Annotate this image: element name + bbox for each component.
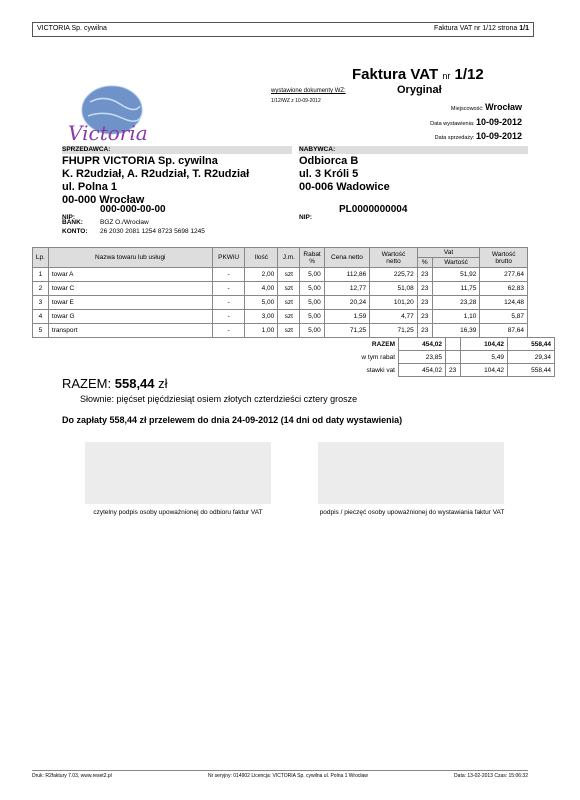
seller-line: K. R2udział, A. R2udział, T. R2udział [62,168,250,180]
sums-table [332,337,555,377]
cell-pkwiu: - [212,268,245,282]
cell-vat: 23 [417,310,432,324]
table-row [33,282,528,296]
cell-brutto: 62,83 [480,282,528,296]
cell-price: 12,77 [324,282,369,296]
seller-line: 00-000 Wrocław [62,194,145,206]
buyer-line: ul. 3 Króli 5 [299,168,359,180]
cell-rabat: 5,00 [300,310,324,324]
total-label: RAZEM: [62,376,112,391]
total-summary [62,376,168,391]
cell-netto: 71,25 [370,324,418,338]
col-rabat-line1: Rabat [303,250,321,258]
cell-qty: 4,00 [245,282,278,296]
signature-label-issuer: podpis / pieczęć osoby upoważnionej do wystawiania faktur VAT [319,509,505,516]
title-text: Faktura VAT [352,66,439,83]
cell-unit: szt [278,268,300,282]
col-rabat-line2: % [309,257,315,265]
cell-name: towar C [48,282,212,296]
cell-qty: 2,00 [245,268,278,282]
wz-label: wystawione dokumenty WZ: [271,88,346,94]
buyer-nip-row [299,204,408,224]
sum-row-stawki [332,364,555,377]
cell-price: 112,86 [324,268,369,282]
footer-datetime: Data: 13-02-2013 Czas: 15:06:32 [454,773,528,779]
total-in-words: Słownie: pięćset pięćdziesiąt osiem złotych czterdzieści cztery grosze [80,394,358,404]
buyer-line: 00-006 Wadowice [299,181,390,193]
col-unit: J.m. [278,248,300,268]
account-value: 26 2030 2081 1254 8723 5698 1245 [100,228,205,235]
cell-pkwiu: - [212,296,245,310]
cell-pkwiu: - [212,324,245,338]
cell-lp: 3 [33,296,49,310]
buyer-nip-value: PL0000000004 [339,204,408,215]
invoice-title [352,66,484,83]
buyer-line: Odbiorca B [299,155,359,167]
rabat-brutto: 29,34 [508,351,555,364]
bank-label: BANK: [62,219,83,226]
seller-line: FHUPR VICTORIA Sp. cywilna [62,155,218,167]
sum-row-razem [332,338,555,351]
title-nr-label: nr [442,71,451,81]
issue-date-value: 10-09-2012 [475,117,522,127]
invoice-number: 1/12 [454,66,484,83]
account-label: KONTO: [62,228,88,235]
rabat-label: w tym rabat [361,353,395,361]
cell-price: 20,24 [324,296,369,310]
cell-netto: 101,20 [370,296,418,310]
total-currency: zł [158,376,168,391]
cell-pkwiu: - [212,310,245,324]
cell-qty: 3,00 [245,310,278,324]
cell-name: towar G [48,310,212,324]
signature-label-receiver: czytelny podpis osoby upoważnionej do odbioru faktur VAT [93,509,263,516]
sale-date-value: 10-09-2012 [475,131,522,141]
seller-nip-value: 000-000-00-00 [100,204,166,215]
cell-vatval: 51,92 [432,268,480,282]
cell-vatval: 23,28 [432,296,480,310]
seller-line: ul. Polna 1 [62,181,118,193]
original-label: Oryginał [397,84,442,96]
sale-date-row [322,131,522,141]
bank-value: BGZ O./Wrocław [100,219,149,226]
cell-vatval: 1,10 [432,310,480,324]
col-brutto-line2: brutto [495,257,512,265]
cell-unit: szt [278,282,300,296]
cell-lp: 2 [33,282,49,296]
rabat-netto: 23,85 [399,351,446,364]
cell-vat: 23 [417,268,432,282]
cell-netto: 4,77 [370,310,418,324]
place-value: Wrocław [485,102,522,112]
sum-row-rabat [332,351,555,364]
stawki-vat-pct: 23 [446,364,461,377]
col-vat-pct: % [417,258,432,268]
cell-unit: szt [278,296,300,310]
col-lp: Lp. [33,248,49,268]
table-row [33,268,528,282]
col-vat: Vat [417,248,480,258]
stawki-brutto: 558,44 [508,364,555,377]
razem-netto: 454,02 [399,338,446,351]
buyer-label: NABYWCA: [299,146,336,153]
col-brutto [480,248,528,268]
cell-rabat: 5,00 [300,296,324,310]
razem-brutto: 558,44 [508,338,555,351]
cell-lp: 4 [33,310,49,324]
cell-brutto: 277,64 [480,268,528,282]
col-rabat [300,248,324,268]
col-name: Nazwa towaru lub usługi [48,248,212,268]
cell-brutto: 124,48 [480,296,528,310]
issue-date-label: Data wystawienia: [430,121,475,127]
page-header-bar [32,22,534,37]
company-logo [60,84,150,144]
cell-unit: szt [278,324,300,338]
cell-lp: 1 [33,268,49,282]
items-table [32,247,528,338]
header-page-prefix: Faktura VAT nr 1/12 strona [434,25,520,32]
cell-netto: 51,08 [370,282,418,296]
header-page-number: 1/1 [519,25,529,32]
issue-date-row [322,117,522,127]
cell-netto: 225,72 [370,268,418,282]
cell-name: towar E [48,296,212,310]
cell-brutto: 5,87 [480,310,528,324]
cell-vat: 23 [417,282,432,296]
col-qty: Ilość [245,248,278,268]
table-row [33,310,528,324]
stawki-netto: 454,02 [399,364,446,377]
cell-price: 1,59 [324,310,369,324]
signature-box-receiver [85,442,271,504]
cell-price: 71,25 [324,324,369,338]
cell-qty: 5,00 [245,296,278,310]
cell-vat: 23 [417,324,432,338]
seller-label: SPRZEDAWCA: [62,146,111,153]
stawki-label: stawki vat [366,366,395,374]
sale-date-label: Data sprzedaży: [434,135,475,141]
cell-vatval: 11,75 [432,282,480,296]
cell-rabat: 5,00 [300,268,324,282]
place-label: Miejscowość: [450,106,484,112]
payment-due: Do zapłaty 558,44 zł przelewem do dnia 24-09-2012 (14 dni od daty wystawienia) [62,415,403,425]
cell-rabat: 5,00 [300,324,324,338]
col-price: Cena netto [324,248,369,268]
stawki-vat: 104,42 [461,364,508,377]
logo-globe-icon [60,84,150,146]
col-netto [370,248,418,268]
cell-unit: szt [278,310,300,324]
cell-qty: 1,00 [245,324,278,338]
buyer-nip-label: NIP: [299,214,312,221]
page-footer [32,770,528,779]
cell-brutto: 87,64 [480,324,528,338]
seller-section-bar [62,146,292,154]
footer-license: Nr seryjny: 014902 Licencja: VICTORIA Sp. cywilna ul. Polna 1 Wrocław [208,773,368,779]
col-vat-value: Wartość [432,258,480,268]
cell-lp: 5 [33,324,49,338]
header-company: VICTORIA Sp. cywilna [37,25,107,32]
table-header-row [33,248,528,258]
place-row [322,102,522,112]
cell-vat: 23 [417,296,432,310]
signature-box-issuer [318,442,504,504]
col-pkwiu: PKWiU [212,248,245,268]
table-row [33,324,528,338]
razem-vat: 104,42 [461,338,508,351]
razem-label: RAZEM [371,340,395,348]
rabat-vat: 5,49 [461,351,508,364]
cell-name: towar A [48,268,212,282]
footer-print-info: Druk: R2faktury 7.03, www.reset2.pl [32,773,112,779]
table-row [33,296,528,310]
col-netto-line1: Wartość [381,250,406,258]
col-netto-line2: netto [386,257,401,265]
seller-account-row [62,228,205,235]
cell-pkwiu: - [212,282,245,296]
seller-nip-label: NIP: [62,214,75,221]
seller-address [62,155,249,207]
cell-rabat: 5,00 [300,282,324,296]
seller-bank-row [62,219,149,226]
col-brutto-line1: Wartość [491,250,516,258]
logo-wordmark: Victoria [68,121,148,145]
cell-name: transport [48,324,212,338]
wz-value: 1/12/WZ z 10-09-2012 [271,98,321,104]
header-page-info [434,25,529,32]
buyer-section-bar [299,146,528,154]
cell-vatval: 16,39 [432,324,480,338]
buyer-address [299,155,390,194]
total-amount: 558,44 [114,376,155,391]
